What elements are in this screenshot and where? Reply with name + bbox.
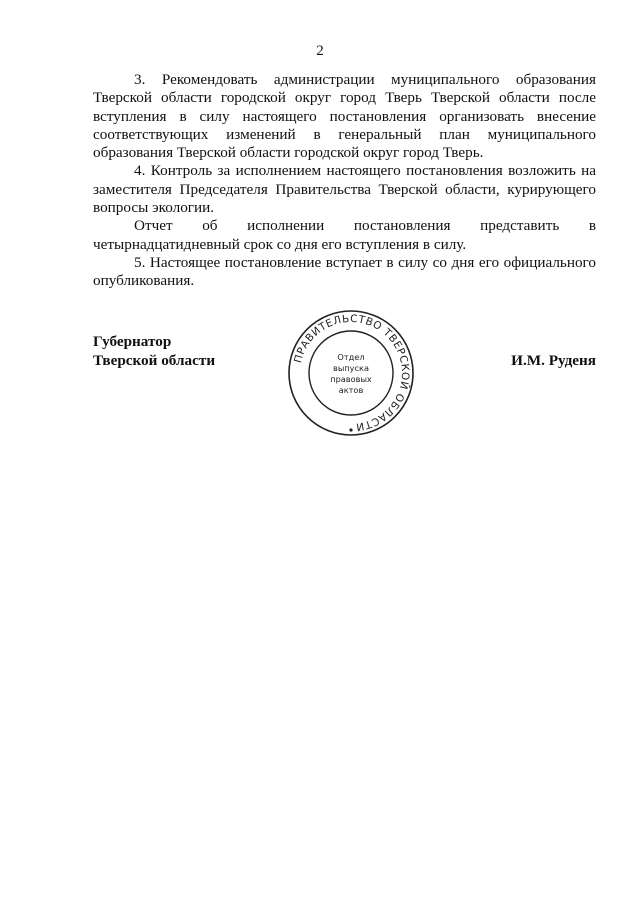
- paragraph-line: Отчет об исполнении постановления представить в: [134, 217, 596, 235]
- paragraph-4: [93, 162, 596, 217]
- document-body: [93, 71, 596, 291]
- signatory-title-line2: Тверской области: [93, 352, 216, 369]
- paragraph-line: четырнадцатидневный срок со дня его вступления в силу.: [93, 235, 467, 253]
- seal-graphic: [287, 309, 415, 437]
- seal-outer-circle: [289, 311, 413, 435]
- paragraph-line: опубликования.: [93, 272, 195, 290]
- signatory-name: И.М. Руденя: [511, 352, 596, 369]
- seal-inner-circle: [309, 331, 393, 415]
- seal-center-line: актов: [338, 385, 364, 395]
- paragraph-line: образования Тверской области городской округ город Тверь.: [93, 144, 484, 162]
- paragraph-3: [93, 71, 596, 162]
- paragraph-line: 4. Контроль за исполнением настоящего постановления возложить: [134, 162, 576, 180]
- paragraph-line: вступления в силу настоящего постановления организовать внесение: [93, 107, 596, 125]
- seal-center-line: правовых: [330, 374, 372, 384]
- seal-center-line: Отдел: [337, 352, 365, 362]
- paragraph-line: 5. Настоящее постановление вступает в силу со дня его официального: [134, 253, 596, 271]
- paragraph-line: Тверской области городской округ город Тверь Тверской области после: [93, 89, 596, 107]
- page-number: 2: [316, 43, 324, 59]
- paragraph-report: [93, 217, 596, 235]
- paragraph-5: [93, 254, 596, 291]
- seal-ring-textpath: ПРАВИТЕЛЬСТВО ТВЕРСКОЙ ОБЛАСТИ: [292, 312, 412, 433]
- paragraph-line: 3. Рекомендовать администрации муниципального образования: [134, 71, 596, 88]
- paragraph-line: на заместителя Председателя Правительства Тверской области, курирующего: [93, 162, 596, 198]
- official-seal: [287, 309, 415, 437]
- paragraph-line: соответствующих изменений в генеральный план муниципального: [93, 125, 596, 143]
- seal-dot: [349, 428, 352, 431]
- signatory-title: [93, 332, 215, 370]
- signatory-title-line1: Губернатор: [93, 333, 172, 350]
- seal-center-line: выпуска: [333, 363, 369, 373]
- paragraph-report-cont: [93, 236, 596, 254]
- paragraph-line: вопросы экологии.: [93, 199, 215, 217]
